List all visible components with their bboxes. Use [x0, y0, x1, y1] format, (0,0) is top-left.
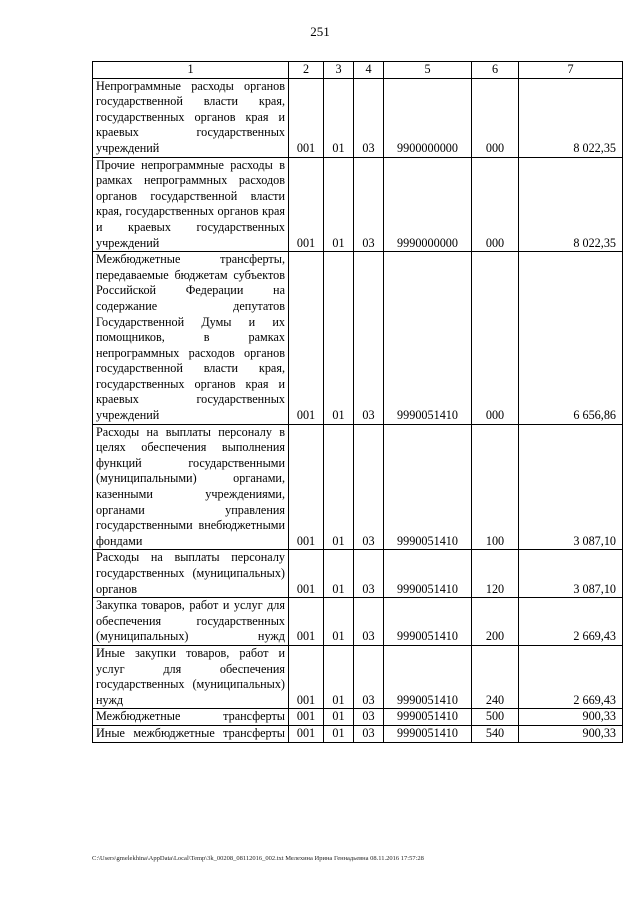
column-header: 5 — [384, 62, 472, 79]
row-value-cell: 01 — [324, 645, 354, 708]
row-value-cell: 8 022,35 — [519, 157, 623, 252]
row-value-cell: 03 — [354, 550, 384, 598]
row-name-cell: Межбюджетные трансферты — [93, 709, 289, 726]
row-value-cell: 01 — [324, 709, 354, 726]
row-value-cell: 2 669,43 — [519, 645, 623, 708]
row-value-cell: 01 — [324, 598, 354, 646]
row-value-cell: 500 — [472, 709, 519, 726]
row-value-cell: 03 — [354, 709, 384, 726]
row-value-cell: 001 — [289, 725, 324, 742]
row-value-cell: 9990051410 — [384, 645, 472, 708]
table-row — [93, 725, 623, 742]
row-value-cell: 9990051410 — [384, 709, 472, 726]
column-header: 2 — [289, 62, 324, 79]
budget-table — [92, 61, 623, 743]
row-value-cell: 100 — [472, 424, 519, 550]
table-row — [93, 78, 623, 157]
row-value-cell: 001 — [289, 424, 324, 550]
page-number: 251 — [310, 24, 330, 39]
row-value-cell: 01 — [324, 550, 354, 598]
row-value-cell: 03 — [354, 252, 384, 425]
row-value-cell: 120 — [472, 550, 519, 598]
column-header: 6 — [472, 62, 519, 79]
row-value-cell: 9990051410 — [384, 725, 472, 742]
row-value-cell: 000 — [472, 78, 519, 157]
row-value-cell: 6 656,86 — [519, 252, 623, 425]
row-value-cell: 03 — [354, 725, 384, 742]
row-value-cell: 9990051410 — [384, 424, 472, 550]
column-header: 1 — [93, 62, 289, 79]
table-row — [93, 252, 623, 425]
row-value-cell: 240 — [472, 645, 519, 708]
row-value-cell: 8 022,35 — [519, 78, 623, 157]
column-header: 7 — [519, 62, 623, 79]
row-value-cell: 001 — [289, 709, 324, 726]
row-value-cell: 001 — [289, 598, 324, 646]
row-value-cell: 000 — [472, 252, 519, 425]
row-value-cell: 900,33 — [519, 725, 623, 742]
row-value-cell: 03 — [354, 598, 384, 646]
row-value-cell: 3 087,10 — [519, 550, 623, 598]
row-value-cell: 000 — [472, 157, 519, 252]
table-row — [93, 157, 623, 252]
row-value-cell: 001 — [289, 645, 324, 708]
row-value-cell: 01 — [324, 725, 354, 742]
row-value-cell: 03 — [354, 78, 384, 157]
row-name-cell: Межбюджетные трансферты, передаваемые бюджетам субъектов Российской Федерации на содержание депутатов Государственной Думы и их помощников, в рамках непрограммных расходов органов государственной власти края, государственных органов края и краевых государственных учреждений — [93, 252, 289, 425]
row-value-cell: 9900000000 — [384, 78, 472, 157]
row-value-cell: 9990051410 — [384, 252, 472, 425]
footer-path: C:\Users\gmelekhina\AppData\Local\Temp\3k_00208_08112016_002.txt Мелехина Ирина Геннадьевна 08.11.2016 17:57:28 — [92, 855, 424, 862]
row-value-cell: 03 — [354, 157, 384, 252]
column-header: 4 — [354, 62, 384, 79]
row-value-cell: 900,33 — [519, 709, 623, 726]
row-name-cell: Закупка товаров, работ и услуг для обеспечения государственных (муниципальных) нужд — [93, 598, 289, 646]
row-name-cell: Расходы на выплаты персоналу государственных (муниципальных) органов — [93, 550, 289, 598]
row-value-cell: 01 — [324, 252, 354, 425]
column-header: 3 — [324, 62, 354, 79]
row-value-cell: 9990000000 — [384, 157, 472, 252]
row-value-cell: 001 — [289, 252, 324, 425]
row-name-cell: Иные закупки товаров, работ и услуг для обеспечения государственных (муниципальных) нужд — [93, 645, 289, 708]
row-value-cell: 01 — [324, 157, 354, 252]
row-name-cell: Расходы на выплаты персоналу в целях обеспечения выполнения функций государственными (муниципальными) органами, казенными учреждениями, органами управления государственными внебюджетными фондами — [93, 424, 289, 550]
row-value-cell: 2 669,43 — [519, 598, 623, 646]
row-name-cell: Непрограммные расходы органов государственной власти края, государственных органов края и краевых государственных учреждений — [93, 78, 289, 157]
row-value-cell: 540 — [472, 725, 519, 742]
row-value-cell: 200 — [472, 598, 519, 646]
table-row — [93, 550, 623, 598]
header-row — [93, 62, 623, 79]
row-value-cell: 001 — [289, 78, 324, 157]
table-row — [93, 645, 623, 708]
table-row — [93, 709, 623, 726]
row-value-cell: 9990051410 — [384, 598, 472, 646]
row-value-cell: 01 — [324, 78, 354, 157]
row-name-cell: Иные межбюджетные трансферты — [93, 725, 289, 742]
row-name-cell: Прочие непрограммные расходы в рамках непрограммных расходов органов государственной власти края, государственных органов края и краевых государственных учреждений — [93, 157, 289, 252]
table-row — [93, 598, 623, 646]
table-row — [93, 424, 623, 550]
row-value-cell: 03 — [354, 424, 384, 550]
row-value-cell: 3 087,10 — [519, 424, 623, 550]
row-value-cell: 03 — [354, 645, 384, 708]
row-value-cell: 01 — [324, 424, 354, 550]
row-value-cell: 001 — [289, 157, 324, 252]
row-value-cell: 9990051410 — [384, 550, 472, 598]
row-value-cell: 001 — [289, 550, 324, 598]
